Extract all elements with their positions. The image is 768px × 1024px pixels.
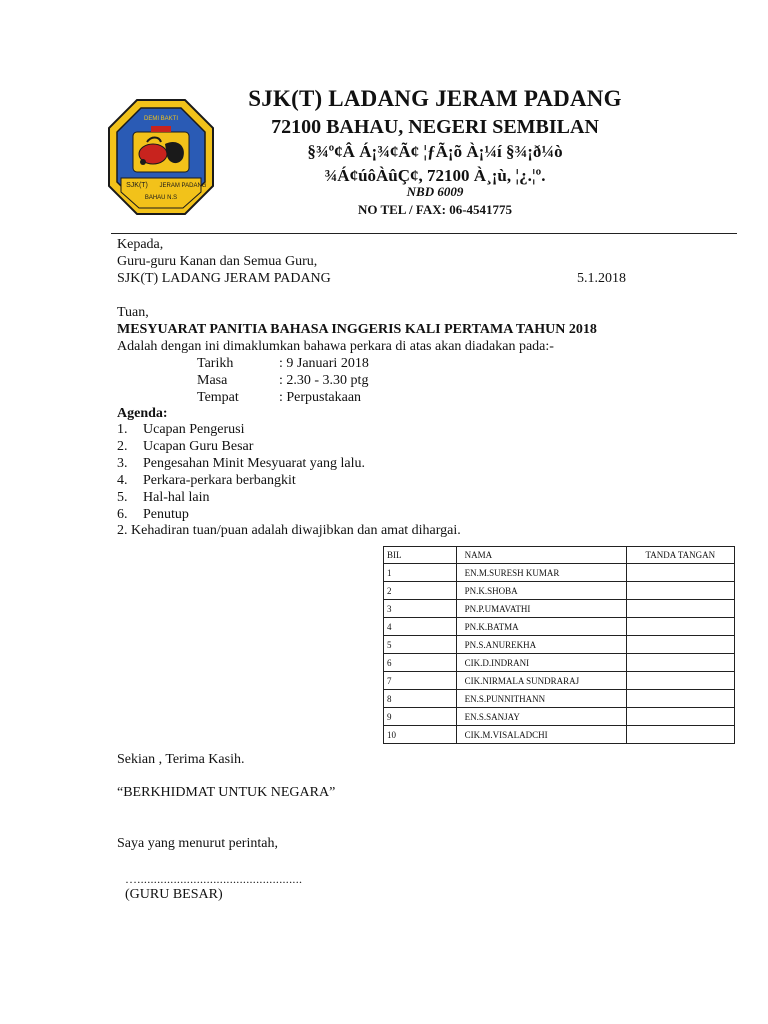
- row-nama: CIK.NIRMALA SUNDRARAJ: [456, 672, 626, 690]
- logo-text-bottom: BAHAU N.S: [144, 195, 178, 201]
- school-crest-icon: [107, 98, 215, 216]
- agenda-item-4: Perkara-perkara berbangkit: [143, 473, 296, 488]
- table-row: [384, 726, 735, 744]
- row-bil: 8: [384, 690, 457, 708]
- row-nama: EN.S.SANJAY: [456, 708, 626, 726]
- row-bil: 7: [384, 672, 457, 690]
- table-row: [384, 636, 735, 654]
- row-signature-cell: [626, 582, 734, 600]
- agenda-item-2: Ucapan Guru Besar: [143, 439, 254, 454]
- row-signature-cell: [626, 564, 734, 582]
- intro-text: Adalah dengan ini dimaklumkan bahawa perkara di atas akan diadakan pada:-: [117, 339, 554, 354]
- row-bil: 10: [384, 726, 457, 744]
- row-bil: 1: [384, 564, 457, 582]
- agenda-item-6: Penutup: [143, 507, 189, 522]
- recipient: Guru-guru Kanan dan Semua Guru,: [117, 254, 318, 269]
- school-name: SJK(T) LADANG JERAM PADANG: [248, 86, 622, 111]
- tamil-line-1: §¾º¢Â Á¡¾¢Ã¢ ¦ƒÃ¡õ À¡¼í §¾¡ð¼ò: [307, 142, 563, 161]
- row-nama: EN.S.PUNNITHANN: [456, 690, 626, 708]
- table-row: [384, 708, 735, 726]
- logo-text-top: DEMI BAKTI: [143, 116, 179, 122]
- row-signature-cell: [626, 672, 734, 690]
- sign-off: Saya yang menurut perintah,: [117, 836, 278, 851]
- header-divider: [111, 233, 737, 234]
- closing-text: Sekian , Terima Kasih.: [117, 752, 245, 767]
- row-bil: 6: [384, 654, 457, 672]
- agenda-title: Agenda:: [117, 406, 168, 421]
- agenda-num-5: 5.: [117, 490, 128, 505]
- table-row: [384, 618, 735, 636]
- agenda-num-3: 3.: [117, 456, 128, 471]
- row-nama: PN.S.ANUREKHA: [456, 636, 626, 654]
- agenda-num-2: 2.: [117, 439, 128, 454]
- row-signature-cell: [626, 654, 734, 672]
- row-signature-cell: [626, 636, 734, 654]
- row-bil: 5: [384, 636, 457, 654]
- row-nama: PN.K.SHOBA: [456, 582, 626, 600]
- logo-text-left: SJK(T): [126, 182, 148, 189]
- recipient-school: SJK(T) LADANG JERAM PADANG: [117, 271, 331, 286]
- agenda-item-5: Hal-hal lain: [143, 490, 210, 505]
- row-signature-cell: [626, 618, 734, 636]
- col-header-signature: TANDA TANGAN: [626, 547, 734, 564]
- attendance-table: [383, 546, 735, 744]
- agenda-item-3: Pengesahan Minit Mesyuarat yang lalu.: [143, 456, 366, 471]
- logo-text-right: JERAM PADANG: [159, 183, 207, 189]
- table-row: [384, 654, 735, 672]
- agenda-num-6: 6.: [117, 507, 128, 522]
- detail-label-date: Tarikh: [197, 356, 234, 371]
- motto: “BERKHIDMAT UNTUK NEGARA”: [117, 785, 336, 800]
- table-row: [384, 672, 735, 690]
- tamil-line-2: ¾Á¢úôÀûÇ¢, 72100 À¸¡ù, ¦¿.¦º.: [324, 166, 546, 185]
- table-row: [384, 600, 735, 618]
- row-bil: 4: [384, 618, 457, 636]
- row-bil: 3: [384, 600, 457, 618]
- table-row: [384, 582, 735, 600]
- col-header-bil: BIL: [384, 547, 457, 564]
- agenda-num-1: 1.: [117, 422, 128, 437]
- row-nama: PN.K.BATMA: [456, 618, 626, 636]
- table-row: [384, 690, 735, 708]
- school-address: 72100 BAHAU, NEGERI SEMBILAN: [271, 116, 599, 138]
- detail-value-venue: : Perpustakaan: [279, 390, 362, 405]
- to-label: Kepada,: [117, 237, 164, 252]
- attendance-note: 2. Kehadiran tuan/puan adalah diwajibkan dan amat dihargai.: [117, 523, 461, 538]
- row-nama: PN.P.UMAVATHI: [456, 600, 626, 618]
- agenda-item-1: Ucapan Pengerusi: [143, 422, 245, 437]
- detail-label-venue: Tempat: [197, 390, 239, 405]
- row-bil: 9: [384, 708, 457, 726]
- signature-line: …..................................................: [125, 872, 303, 886]
- agenda-num-4: 4.: [117, 473, 128, 488]
- detail-value-time: : 2.30 - 3.30 ptg: [279, 373, 369, 388]
- letter-subject: MESYUARAT PANITIA BAHASA INGGERIS KALI PERTAMA TAHUN 2018: [117, 322, 597, 337]
- row-signature-cell: [626, 600, 734, 618]
- detail-label-time: Masa: [197, 373, 228, 388]
- phone-fax: NO TEL / FAX: 06-4541775: [357, 202, 513, 217]
- col-header-nama: NAMA: [456, 547, 626, 564]
- signatory: (GURU BESAR): [125, 887, 223, 902]
- row-nama: EN.M.SURESH KUMAR: [456, 564, 626, 582]
- row-nama: CIK.M.VISALADCHI: [456, 726, 626, 744]
- table-row: [384, 564, 735, 582]
- row-signature-cell: [626, 708, 734, 726]
- detail-value-date: : 9 Januari 2018: [279, 356, 369, 371]
- row-bil: 2: [384, 582, 457, 600]
- salutation: Tuan,: [117, 305, 149, 320]
- letter-date: 5.1.2018: [577, 271, 626, 286]
- row-signature-cell: [626, 726, 734, 744]
- row-nama: CIK.D.INDRANI: [456, 654, 626, 672]
- row-signature-cell: [626, 690, 734, 708]
- table-header-row: [384, 547, 735, 564]
- school-code: NBD 6009: [406, 184, 464, 199]
